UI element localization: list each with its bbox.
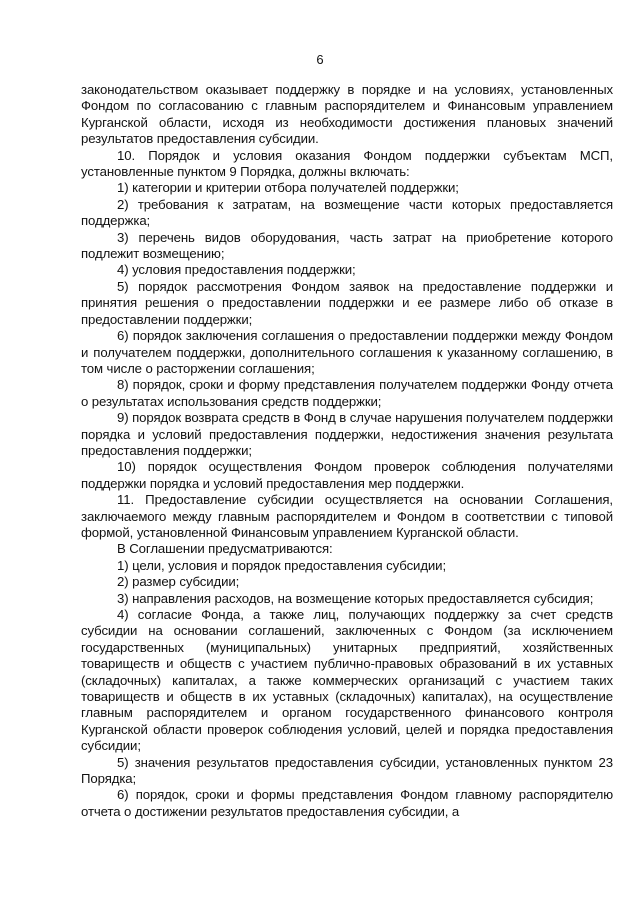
paragraph-item-11: 11. Предоставление субсидии осуществляется на основании Соглашения, заключаемого между главным распорядителем и Фондом в соответствии с типовой формой, установленной Финансовым управлением Курганской области. bbox=[81, 492, 613, 540]
list-item: 4) условия предоставления поддержки; bbox=[117, 262, 356, 278]
list-item: 6) порядок, сроки и формы представления Фондом главному распорядителю отчета о достижении результатов предоставления субсидии, а bbox=[81, 787, 613, 819]
page-number: 6 bbox=[316, 52, 324, 67]
list-item: 1) категории и критерии отбора получателей поддержки; bbox=[117, 180, 459, 196]
paragraph-continuation: законодательством оказывает поддержку в порядке и на условиях, установленных Фондом по согласованию с главным распорядителем и Финансовым управлением Курганской области, исходя из необходимости достижения плановых значений результатов предоставления субсидии. bbox=[81, 82, 613, 147]
list-item: 6) порядок заключения соглашения о предоставлении поддержки между Фондом и получателем поддержки, дополнительного соглашения к указанному соглашению, в том числе о расторжении соглашения; bbox=[81, 328, 613, 376]
paragraph-intro: В Соглашении предусматриваются: bbox=[117, 541, 333, 557]
list-item: 4) согласие Фонда, а также лиц, получающих поддержку за счет средств субсидии на основании соглашений, заключенных с Фондом (за исключением государственных (муниципальных) унитарных предприятий, хозяйственных товариществ и обществ с участием публично-правовых образований в их уставных (складочных) капиталах, а также коммерческих организаций с участием таких товариществ и обществ в их уставных (складочных) капиталах), на осуществление главным распорядителем и органом государственного финансового контроля Курганской области проверок соблюдения условий, целей и порядка предоставления субсидии; bbox=[81, 607, 613, 754]
list-item: 9) порядок возврата средств в Фонд в случае нарушения получателем поддержки порядка и условий предоставления поддержки, недостижения значения результата предоставления поддержки; bbox=[81, 410, 613, 458]
list-item: 5) порядок рассмотрения Фондом заявок на предоставление поддержки и принятия решения о предоставлении поддержки и ее размере либо об отказе в предоставлении поддержки; bbox=[81, 278, 613, 327]
list-item: 3) перечень видов оборудования, часть затрат на приобретение которого подлежит возмещению; bbox=[81, 229, 613, 262]
list-item: 1) цели, условия и порядок предоставления субсидии; bbox=[117, 557, 447, 573]
document-body bbox=[81, 82, 613, 820]
list-item: 2) требования к затратам, на возмещение части которых предоставляется поддержка; bbox=[81, 196, 613, 229]
list-item: 3) направления расходов, на возмещение которых предоставляется субсидия; bbox=[117, 590, 594, 606]
list-item: 5) значения результатов предоставления субсидии, установленных пунктом 23 Порядка; bbox=[81, 754, 613, 787]
paragraph-item-10: 10. Порядок и условия оказания Фондом поддержки субъектам МСП, установленные пунктом 9 Порядка, должны включать: bbox=[81, 147, 613, 180]
list-item: 2) размер субсидии; bbox=[117, 574, 240, 590]
list-item: 8) порядок, сроки и форму представления получателем поддержки Фонду отчета о результатах использования средств поддержки; bbox=[81, 377, 613, 409]
list-item: 10) порядок осуществления Фондом проверок соблюдения получателями поддержки порядка и условий предоставления мер поддержки. bbox=[81, 459, 613, 491]
